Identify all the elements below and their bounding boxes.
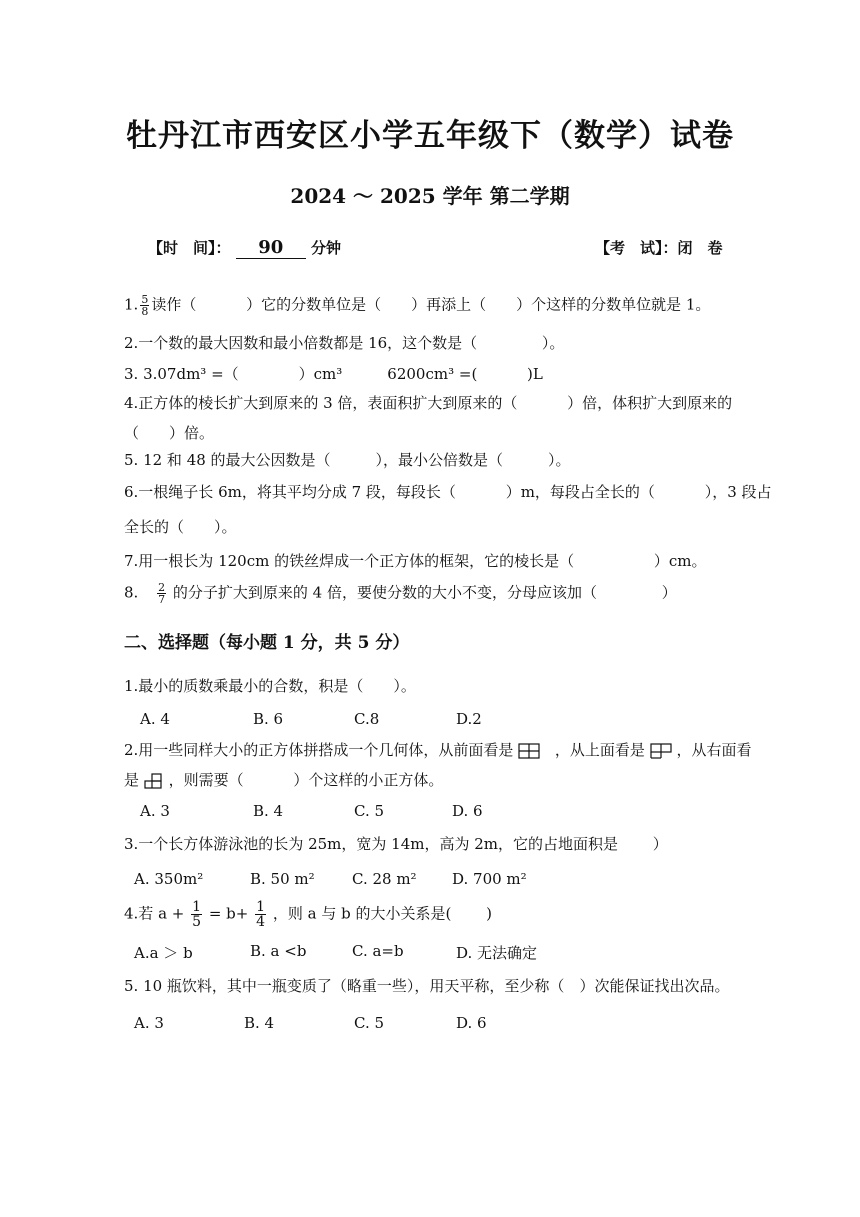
- question-text: 2.用一些同样大小的正方体拼搭成一个几何体，从前面看是: [124, 741, 514, 759]
- question-text: 的分子扩大到原来的 4 倍，要使分数的大小不变，分母应该加（ ）: [172, 583, 677, 602]
- fraction-numerator: 5: [141, 293, 149, 306]
- fraction-5-8: [140, 294, 149, 317]
- option-b: B. 4: [253, 802, 284, 820]
- top-view-icon: [650, 743, 672, 759]
- option-d: D. 6: [456, 1014, 487, 1032]
- option-c: C.8: [354, 710, 380, 728]
- question-1-3: 3. 3.07dm³ =（ ）cm³ 6200cm³ =( )L: [124, 365, 543, 383]
- question-text: ，从右面看: [676, 741, 752, 759]
- fraction-1-5: [191, 900, 202, 929]
- time-value: 90: [236, 237, 306, 259]
- page-subtitle: 2024 ～ 2025 学年 第二学期: [290, 184, 570, 208]
- question-1-6-line2: 全长的（ ）。: [124, 518, 237, 536]
- option-a: A.a ＞ b: [134, 944, 193, 962]
- fraction-denominator: 5: [192, 914, 202, 930]
- question-1-6-line1: 6.一根绳子长 6m，将其平均分成 7 段，每段长（ ）m，每段占全长的（ ），3 段占: [124, 483, 772, 501]
- question-2-5: 5. 10 瓶饮料，其中一瓶变质了（略重一些），用天平称，至少称（ ）次能保证找出次品。: [124, 977, 730, 995]
- question-number: 1.: [124, 295, 139, 314]
- option-b: B. 50 m²: [250, 870, 315, 888]
- front-view-icon: [518, 743, 540, 759]
- option-d: D. 无法确定: [456, 944, 538, 962]
- option-c: C. 5: [354, 802, 385, 820]
- question-1-2: 2.一个数的最大因数和最小倍数都是 16，这个数是（ ）。: [124, 334, 565, 352]
- question-1-7: 7.用一根长为 120cm 的铁丝焊成一个正方体的框架，它的棱长是（ ）cm。: [124, 552, 707, 570]
- question-2-4: [124, 900, 492, 929]
- fraction-2-7: [157, 582, 166, 605]
- question-text: 读作（ ）它的分数单位是（ ）再添上（ ）个这样的分数单位就是 1。: [151, 295, 711, 314]
- question-text: 4.若 a +: [124, 904, 185, 923]
- question-text: ，则 a 与 b 的大小关系是( ): [272, 904, 492, 923]
- question-text: ，从上面看是: [554, 741, 645, 759]
- fraction-1-4: [255, 900, 266, 929]
- option-a: A. 3: [140, 802, 170, 820]
- option-b: B. a <b: [250, 942, 307, 960]
- time-unit: 分钟: [310, 239, 341, 257]
- exam-time: [148, 237, 341, 259]
- option-c: C. a=b: [352, 942, 404, 960]
- question-1-4-line2: （ ）倍。: [124, 424, 215, 442]
- time-label: 【时 间】：: [148, 239, 231, 257]
- fraction-numerator: 1: [192, 899, 202, 915]
- option-a: A. 3: [134, 1014, 164, 1032]
- question-text: 是: [124, 771, 140, 789]
- right-view-icon: [144, 773, 164, 789]
- option-c: C. 5: [354, 1014, 385, 1032]
- question-text: = b+: [208, 904, 249, 923]
- fraction-numerator: 1: [256, 899, 266, 915]
- question-text: ，则需要（ ）个这样的小正方体。: [168, 771, 444, 789]
- question-1-1: [124, 294, 710, 317]
- question-1-4-line1: 4.正方体的棱长扩大到原来的 3 倍，表面积扩大到原来的（ ）倍，体积扩大到原来的: [124, 394, 733, 412]
- fraction-denominator: 4: [256, 914, 266, 930]
- page-title: 牡丹江市西安区小学五年级下（数学）试卷: [126, 118, 734, 154]
- section-heading-choice: 二、选择题（每小题 1 分，共 5 分）: [124, 633, 410, 653]
- fraction-denominator: 8: [141, 305, 149, 318]
- question-1-8: [124, 582, 677, 605]
- option-c: C. 28 m²: [352, 870, 417, 888]
- option-a: A. 4: [140, 710, 170, 728]
- option-a: A. 350m²: [134, 870, 204, 888]
- fraction-numerator: 2: [158, 581, 166, 594]
- question-2-3: 3.一个长方体游泳池的长为 25m，宽为 14m，高为 2m，它的占地面积是 ）: [124, 835, 668, 853]
- option-b: B. 4: [244, 1014, 275, 1032]
- option-b: B. 6: [253, 710, 284, 728]
- question-2-2-line1: [124, 740, 751, 760]
- exam-type: 【考 试】：闭 卷: [595, 239, 723, 257]
- question-1-5: 5. 12 和 48 的最大公因数是（ ），最小公倍数是（ ）。: [124, 451, 571, 469]
- option-d: D.2: [456, 710, 482, 728]
- question-2-1: 1.最小的质数乘最小的合数，积是（ ）。: [124, 677, 416, 695]
- question-2-2-line2: [124, 770, 443, 790]
- fraction-denominator: 7: [158, 593, 166, 606]
- option-d: D. 6: [452, 802, 483, 820]
- question-number: 8.: [124, 583, 139, 602]
- option-d: D. 700 m²: [452, 870, 527, 888]
